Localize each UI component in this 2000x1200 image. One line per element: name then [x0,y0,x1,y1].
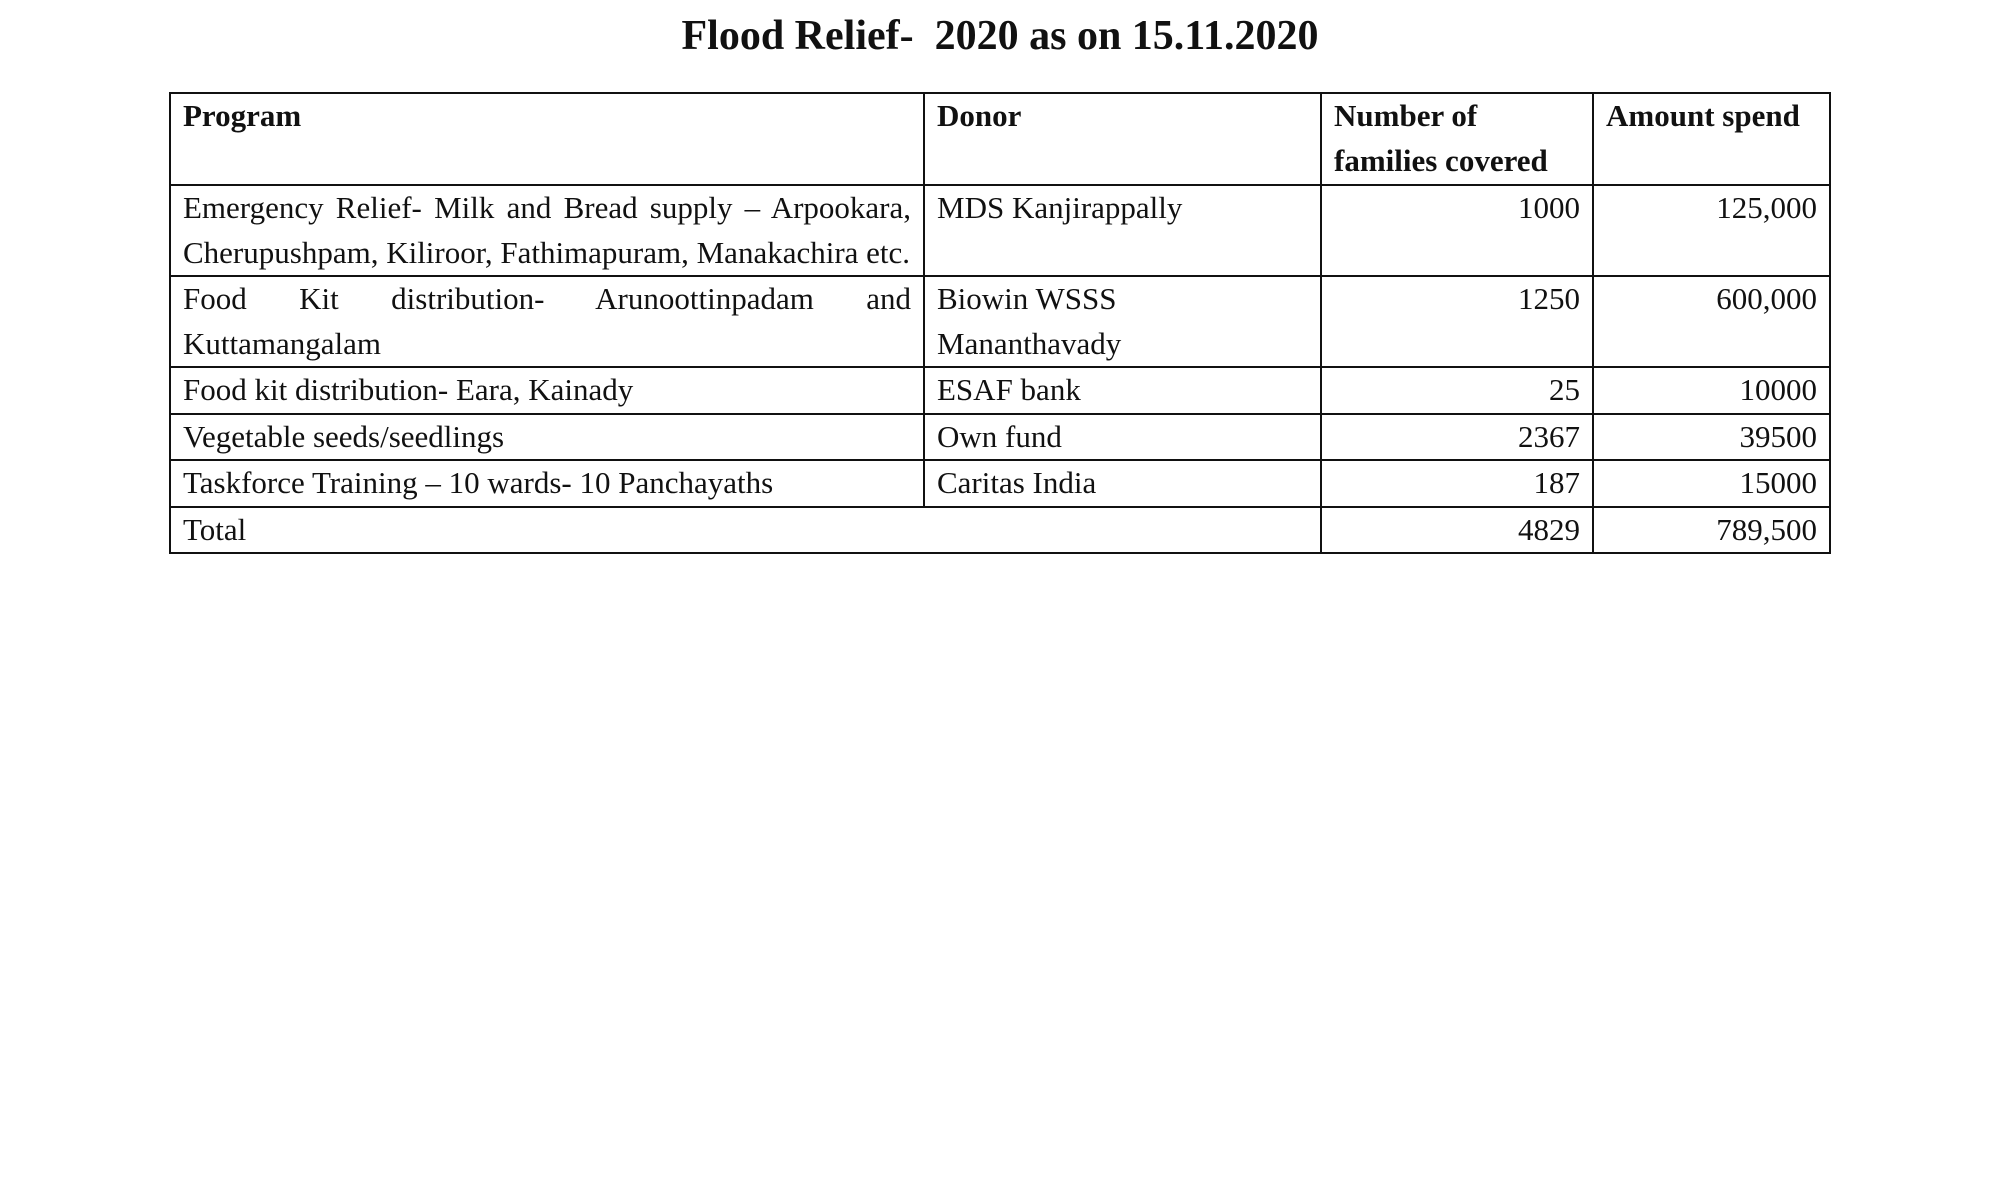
table-row [170,276,1830,367]
header-program: Program [170,93,924,185]
flood-relief-table [169,92,1831,554]
donor-cell: Own fund [924,414,1321,461]
table-row [170,460,1830,507]
donor-cell: Caritas India [924,460,1321,507]
amount-cell: 125,000 [1593,185,1830,276]
program-cell: Food Kit distribution- Arunoottinpadam and Kuttamangalam [170,276,924,367]
donor-cell: ESAF bank [924,367,1321,414]
families-cell: 187 [1321,460,1593,507]
page-title: Flood Relief- 2020 as on 15.11.2020 [681,13,1319,59]
donor-cell: Biowin WSSS Mananthavady [924,276,1321,367]
program-cell: Emergency Relief- Milk and Bread supply – Arpookara, Cherupushpam, Kiliroor, Fathimapuram, Manakachira etc. [170,185,924,276]
families-cell: 1000 [1321,185,1593,276]
program-cell: Food kit distribution- Eara, Kainady [170,367,924,414]
program-cell: Vegetable seeds/seedlings [170,414,924,461]
families-cell: 1250 [1321,276,1593,367]
families-cell: 2367 [1321,414,1593,461]
total-amount: 789,500 [1593,507,1830,554]
header-amount-spend: Amount spend [1593,93,1830,185]
amount-cell: 600,000 [1593,276,1830,367]
total-families: 4829 [1321,507,1593,554]
table-row [170,414,1830,461]
total-label: Total [170,507,1321,554]
amount-cell: 15000 [1593,460,1830,507]
program-cell: Taskforce Training – 10 wards- 10 Panchayaths [170,460,924,507]
table-row [170,185,1830,276]
header-donor: Donor [924,93,1321,185]
table-header-row [170,93,1830,185]
families-cell: 25 [1321,367,1593,414]
header-families-covered: Number of families covered [1321,93,1593,185]
amount-cell: 10000 [1593,367,1830,414]
total-row [170,507,1830,554]
donor-cell: MDS Kanjirappally [924,185,1321,276]
table-row [170,367,1830,414]
amount-cell: 39500 [1593,414,1830,461]
